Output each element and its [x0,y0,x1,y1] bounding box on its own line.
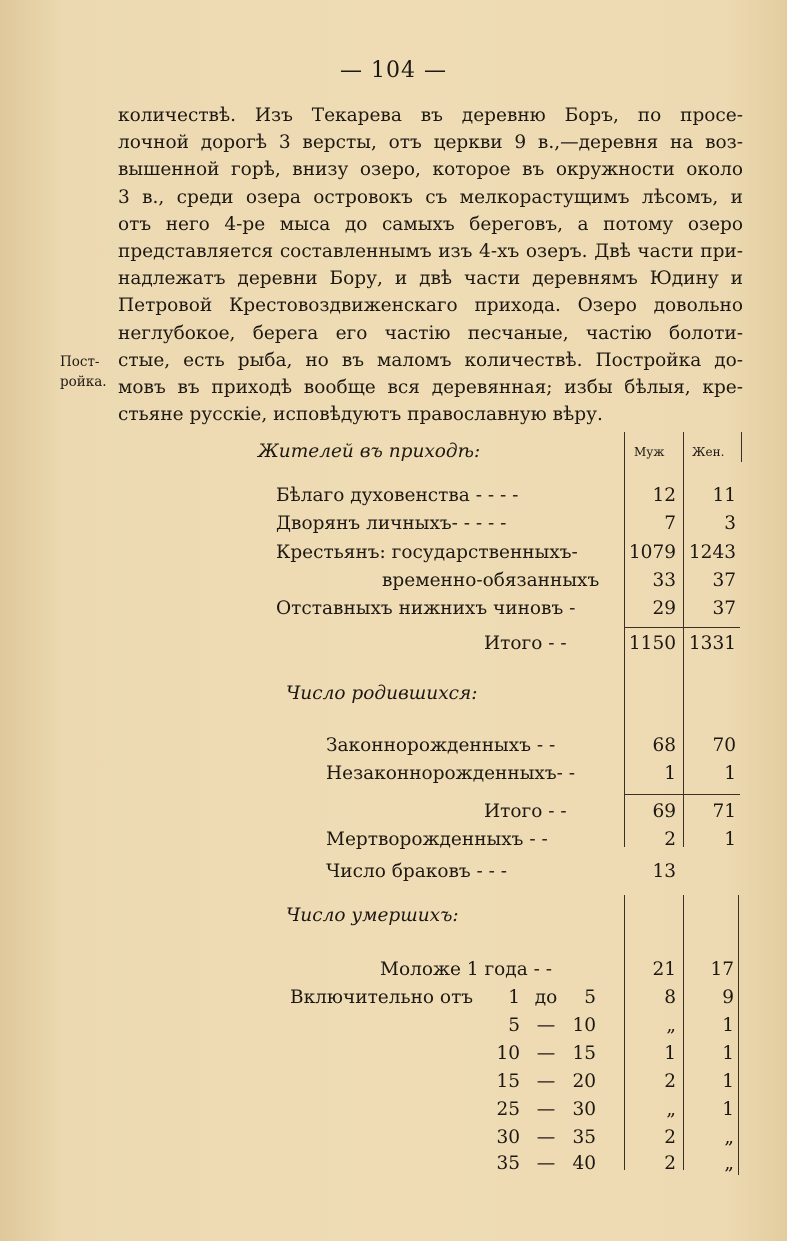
column-rule [683,895,684,1170]
women-value: 1 [722,1099,734,1120]
row-label: Мертворожденныхъ - - [326,829,548,850]
row-label: Бѣлаго духовенства - - - - [276,485,519,506]
men-value: 29 [652,598,676,619]
page-number: — 104 — [340,58,447,83]
women-value: 37 [712,570,736,591]
women-value: 1 [722,1043,734,1064]
women-value: 1 [722,1015,734,1036]
margin-note-line: ройка. [60,374,107,390]
range-to: 15 [572,1043,596,1064]
paragraph-line: неглубокое, берега его частію песчаные, частію болоти- [118,322,743,344]
men-value: 2 [664,1153,676,1174]
total-rule [624,794,740,795]
women-value: 17 [710,959,734,980]
residents-heading: Жителей въ приходѣ: [258,441,481,462]
women-value: 3 [724,513,736,534]
births-heading: Число родившихся: [286,683,478,704]
row-label: Число браковъ - - - [326,861,508,882]
men-value: 8 [664,987,676,1008]
row-label: Моложе 1 года - - [380,959,552,980]
men-value: 2 [664,1127,676,1148]
deaths-heading: Число умершихъ: [286,905,459,926]
men-value: 1 [664,763,676,784]
range-to: 40 [572,1153,596,1174]
paragraph-line: отъ него 4-ре мыса до самыхъ береговъ, а потому озеро [118,213,743,235]
men-value: 2 [664,1071,676,1092]
column-rule [738,895,739,1175]
row-label: Крестьянъ: государственныхъ- [276,542,578,563]
men-value: 1079 [628,542,676,563]
women-value: „ [724,1127,734,1148]
women-total: 1331 [688,633,736,654]
men-value: 21 [652,959,676,980]
range-sep: до [534,987,558,1008]
paragraph-line: вышенной горѣ, внизу озеро, которое въ окружности около [118,159,743,181]
paragraph-line: стые, есть рыба, но въ маломъ количествѣ. Постройка до- [118,349,743,371]
women-value: 1 [724,829,736,850]
women-value: 37 [712,598,736,619]
women-value: 70 [712,735,736,756]
row-label: временно-обязанныхъ [382,570,600,591]
column-rule [683,682,684,847]
men-total: 1150 [628,633,676,654]
men-total: 69 [652,801,676,822]
range-from: 35 [496,1153,520,1174]
women-value: 9 [722,987,734,1008]
row-label: Незаконнорожденныхъ- - [326,763,576,784]
col-header-women: Жен. [692,445,725,459]
men-value: 7 [664,513,676,534]
range-sep: — [536,1015,556,1036]
range-sep: — [536,1071,556,1092]
paragraph-line: стьяне русскіе, исповѣдуютъ православную вѣру. [118,404,603,426]
col-header-men: Муж [634,445,665,459]
paragraph-line: лочной дорогѣ 3 версты, отъ церкви 9 в.,—деревня на воз- [118,132,743,154]
row-label: Дворянъ личныхъ- - - - - [276,513,507,534]
margin-note-line: Пост- [60,354,100,370]
paragraph-line: мовъ въ приходѣ вообще вся деревянная; избы бѣлыя, кре- [118,376,743,398]
women-value: 1 [722,1071,734,1092]
range-to: 20 [572,1071,596,1092]
women-value: „ [724,1153,734,1174]
men-value: „ [666,1099,676,1120]
total-label: Итого - - [484,633,567,654]
range-to: 5 [584,987,596,1008]
women-value: 1 [724,763,736,784]
range-sep: — [536,1153,556,1174]
range-from: 15 [496,1071,520,1092]
women-value: 1243 [688,542,736,563]
marriages-value: 13 [652,861,676,882]
row-label: Включительно отъ [290,987,474,1008]
men-value: 33 [652,570,676,591]
column-rule [741,432,742,462]
paragraph-line: надлежатъ деревни Бору, и двѣ части деревнямъ Юдину и [118,268,743,290]
men-value: „ [666,1015,676,1036]
paragraph-line: Петровой Крестовоздвиженскаго прихода. Озеро довольно [118,295,743,317]
range-from: 5 [508,1015,520,1036]
paragraph-line: количествѣ. Изъ Текарева въ деревню Боръ, по просе- [118,105,743,126]
range-from: 1 [508,987,520,1008]
row-label: Законнорожденныхъ - - [326,735,556,756]
range-to: 30 [572,1099,596,1120]
men-value: 1 [664,1043,676,1064]
paragraph-line: 3 в., среди озера островокъ съ мелкорастущимъ лѣсомъ, и [118,186,743,208]
range-sep: — [536,1099,556,1120]
row-label: Отставныхъ нижнихъ чиновъ - [276,598,576,619]
men-value: 2 [664,829,676,850]
range-from: 30 [496,1127,520,1148]
paragraph-line: представляется составленнымъ изъ 4-хъ озеръ. Двѣ части при- [118,240,743,262]
range-sep: — [536,1043,556,1064]
women-value: 11 [712,485,736,506]
total-rule [624,627,740,628]
women-total: 71 [712,801,736,822]
total-label: Итого - - [484,801,567,822]
range-from: 10 [496,1043,520,1064]
men-value: 12 [652,485,676,506]
range-to: 35 [572,1127,596,1148]
men-value: 68 [652,735,676,756]
range-to: 10 [572,1015,596,1036]
range-sep: — [536,1127,556,1148]
range-from: 25 [496,1099,520,1120]
